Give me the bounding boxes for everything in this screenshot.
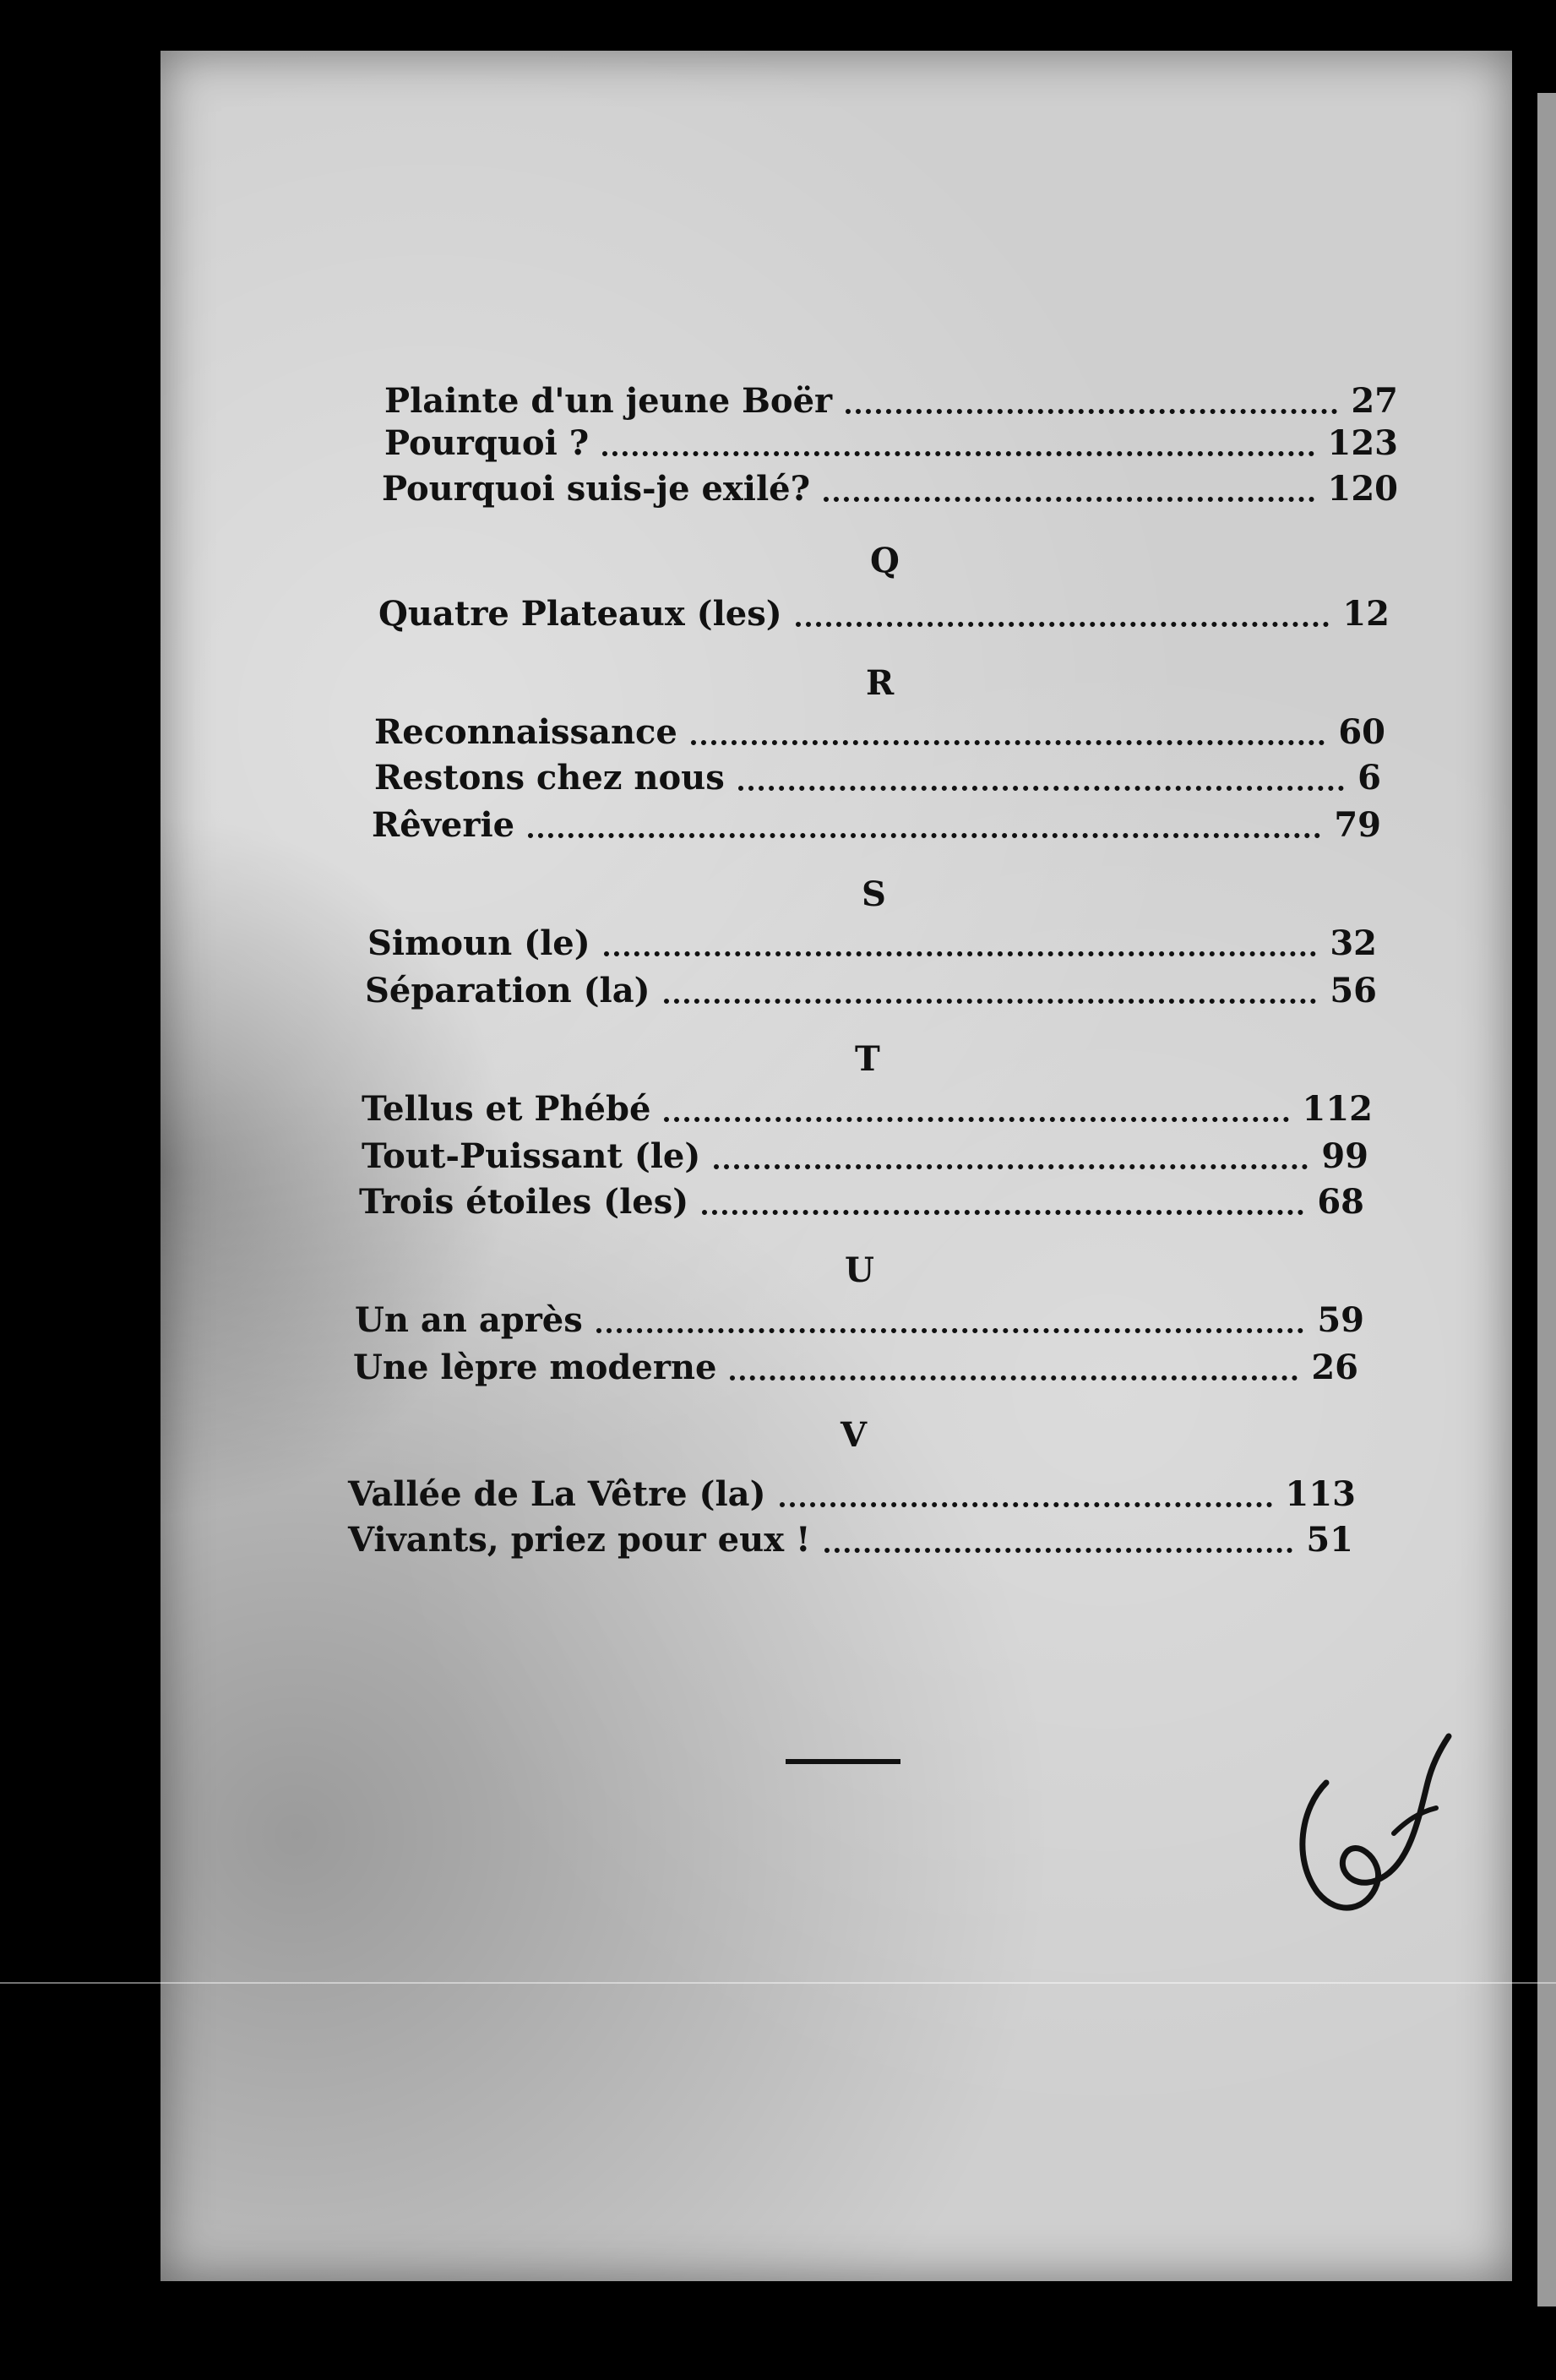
entry-title: Tellus et Phébé [362,1088,651,1129]
index-entry [359,1179,1364,1223]
entry-title: Restons chez nous [374,757,725,798]
dot-leader [528,833,1320,838]
dot-leader [604,951,1317,956]
dot-leader [664,999,1317,1004]
end-rule [786,1759,900,1764]
scan-artifact-line [0,1982,1556,1984]
entry-page-number: 12 [1342,593,1390,634]
dot-leader [730,1375,1298,1381]
entry-title: Quatre Plateaux (les) [378,593,782,634]
dot-leader [824,1548,1293,1553]
index-entry [384,379,1398,422]
index-entry [374,710,1385,754]
section-letter: T [855,1039,880,1079]
index-entry [382,466,1398,510]
dot-leader [714,1164,1308,1169]
index-entry [348,1472,1356,1516]
entry-page-number: 60 [1338,711,1385,752]
entry-title: Une lèpre moderne [353,1347,717,1387]
index-entry [362,1134,1368,1178]
section-letter: U [845,1250,874,1290]
entry-title: Vivants, priez pour eux ! [348,1519,811,1560]
section-letter: V [841,1415,868,1455]
entry-title: Trois étoiles (les) [359,1181,689,1222]
index-entry [374,755,1381,799]
entry-page-number: 59 [1317,1299,1364,1340]
entry-page-number: 68 [1317,1181,1364,1222]
index-entry [355,1298,1364,1342]
entry-page-number: 6 [1357,757,1381,798]
dot-leader [846,409,1337,414]
section-letter: R [866,663,895,703]
dot-leader [824,497,1314,502]
index-entry [378,591,1390,635]
dot-leader [702,1210,1303,1215]
dot-leader [691,740,1325,745]
entry-page-number: 26 [1311,1347,1358,1387]
dot-leader [780,1502,1272,1507]
section-letter: Q [870,541,900,580]
index-entry [348,1517,1353,1561]
entry-title: Un an après [355,1299,583,1340]
entry-title: Simoun (le) [367,923,590,963]
page-edge [1537,93,1556,2306]
entry-title: Plainte d'un jeune Boër [384,380,833,421]
entry-title: Tout-Puissant (le) [362,1136,701,1176]
entry-page-number: 112 [1302,1088,1373,1129]
index-entry [372,803,1381,847]
entry-title: Reconnaissance [374,711,677,752]
index-entry [353,1345,1358,1389]
index-entry [367,921,1377,965]
entry-page-number: 123 [1327,422,1398,463]
handwritten-mark [1292,1732,1461,1935]
dot-leader [796,622,1330,627]
entry-page-number: 113 [1285,1473,1356,1514]
entry-page-number: 79 [1334,804,1381,845]
index-entry [362,1087,1373,1130]
dot-leader [664,1117,1288,1122]
entry-title: Pourquoi suis-je exilé? [382,468,811,509]
index-entry [384,421,1398,465]
entry-page-number: 51 [1306,1519,1353,1560]
entry-page-number: 27 [1351,380,1398,421]
section-letter: S [862,874,886,914]
entry-page-number: 99 [1321,1136,1368,1176]
dot-leader [596,1328,1304,1333]
dot-leader [602,451,1314,456]
entry-page-number: 32 [1330,923,1377,963]
entry-title: Séparation (la) [365,970,650,1010]
entry-page-number: 120 [1327,468,1398,509]
entry-title: Rêverie [372,804,515,845]
entry-title: Pourquoi ? [384,422,590,463]
index-entry [365,968,1377,1012]
dot-leader [738,786,1344,791]
entry-title: Vallée de La Vêtre (la) [348,1473,766,1514]
entry-page-number: 56 [1330,970,1377,1010]
